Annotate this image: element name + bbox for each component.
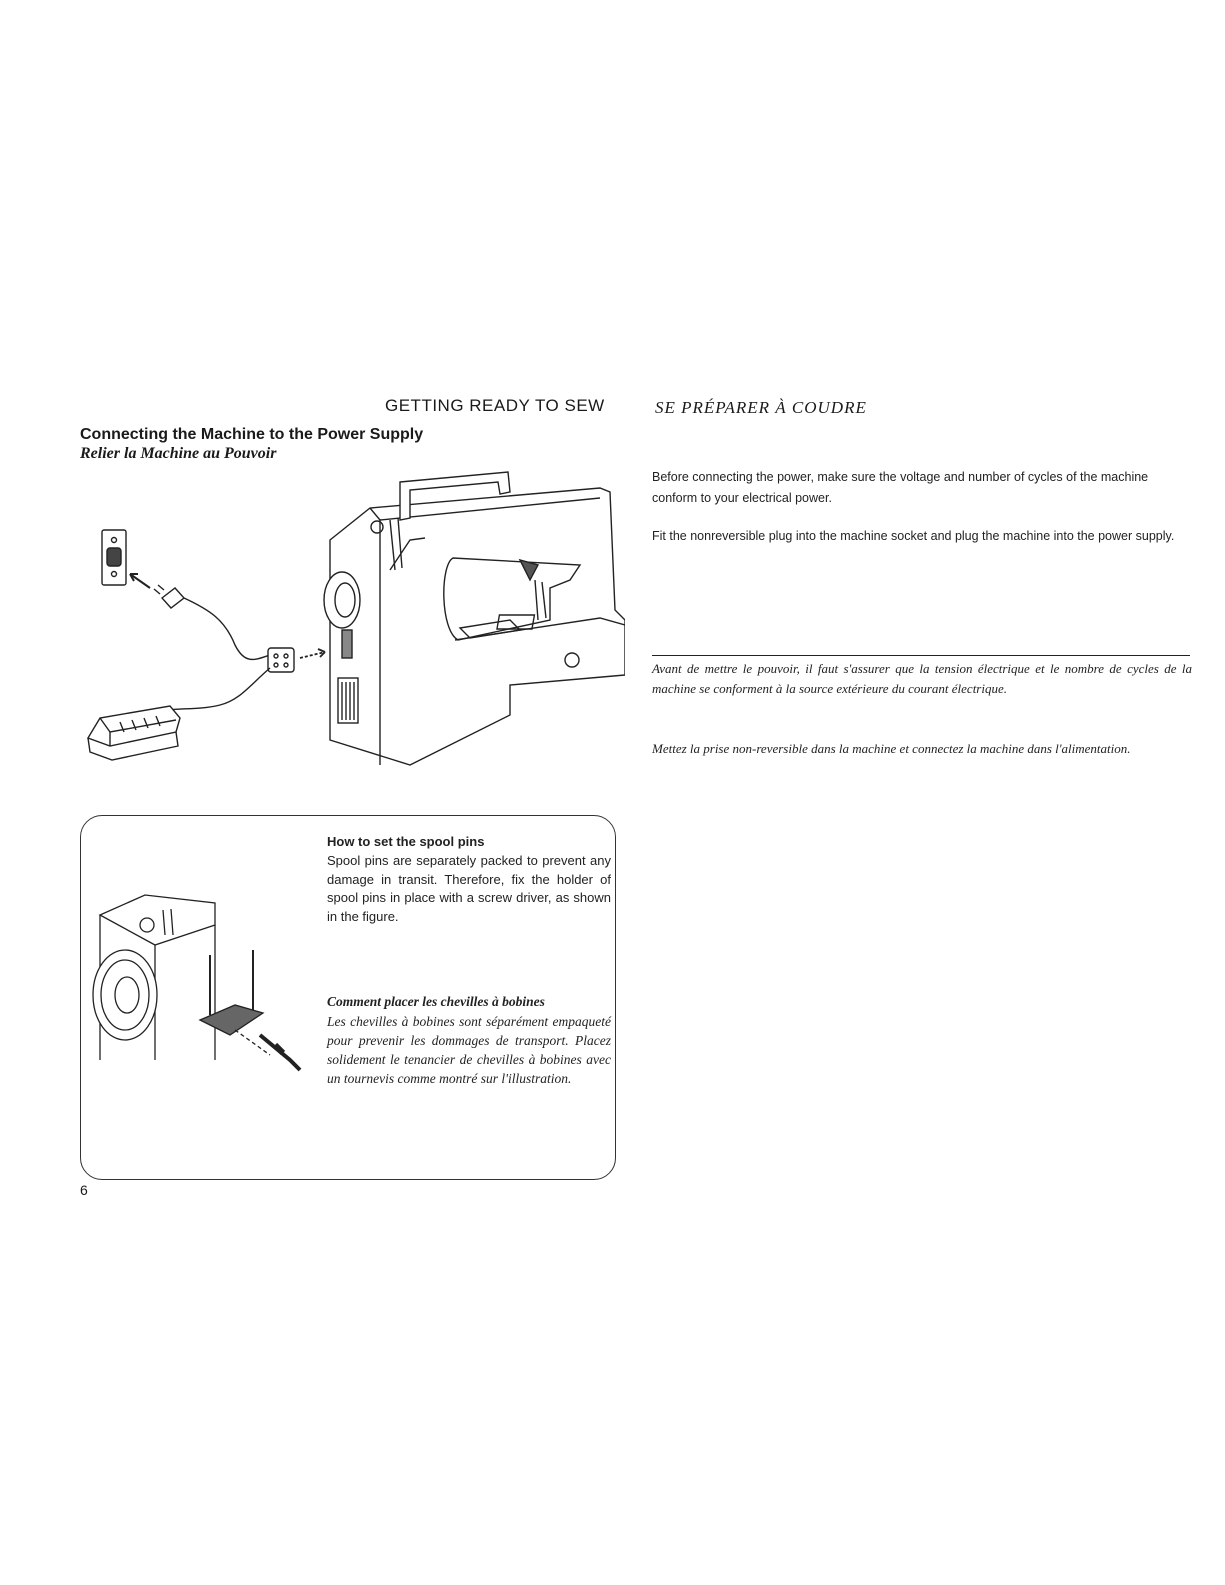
instruction-fr-plug: Mettez la prise non-reversible dans la machine et connectez la machine dans l'alimentation.	[652, 741, 1131, 756]
section-divider	[652, 655, 1190, 656]
machine-connector-icon	[268, 648, 294, 672]
header-english: GETTING READY TO SEW	[385, 396, 605, 415]
instruction-en-plug: Fit the nonreversible plug into the machine socket and plug the machine into the power supply.	[652, 529, 1175, 543]
page-number: 6	[80, 1182, 88, 1198]
instruction-fr-voltage: Avant de mettre le pouvoir, il faut s'assurer que la tension électrique et le nombre de cycles de la machine se conforment à la source extérieure du courant électrique.	[652, 661, 1192, 696]
section-title-english: Connecting the Machine to the Power Supply	[80, 426, 424, 443]
spool-pin-illustration	[85, 885, 325, 1075]
power-plug-icon	[154, 585, 184, 608]
section-title-french: Relier la Machine au Pouvoir	[80, 445, 277, 462]
sewing-machine-icon	[324, 472, 625, 765]
spool-pins-body-en: Spool pins are separately packed to prevent any damage in transit. Therefore, fix the holder of spool pins in place with a screw driver, as shown in the figure.	[327, 853, 611, 924]
instruction-en-voltage: Before connecting the power, make sure the voltage and number of cycles of the machine conform to your electrical power.	[652, 470, 1149, 505]
spool-pins-title-fr: Comment placer les chevilles à bobines	[327, 994, 545, 1009]
header-french: SE PRÉPARER À COUDRE	[655, 398, 867, 417]
spool-holder-icon	[200, 950, 263, 1035]
wall-outlet-icon	[102, 530, 126, 585]
spool-pins-body-fr: Les chevilles à bobines sont séparément empaqueté pour prevenir les dommages de transport. Placez solidement le tenancier de chevilles à bobines avec un tournevis comme montré sur l'illustration.	[327, 1014, 611, 1086]
foot-controller-icon	[88, 706, 180, 760]
spool-pins-title-en: How to set the spool pins	[327, 834, 485, 849]
power-connection-illustration	[80, 470, 625, 770]
handwheel-icon	[93, 950, 157, 1040]
screwdriver-icon	[235, 1030, 300, 1070]
